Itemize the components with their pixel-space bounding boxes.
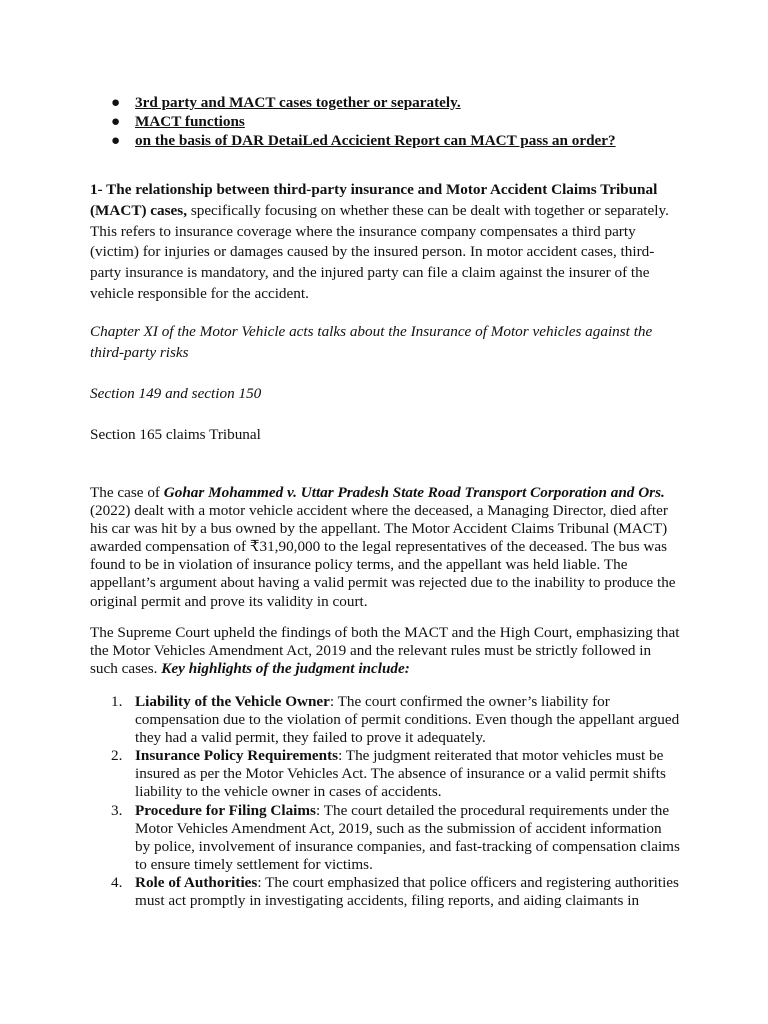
supreme-court-paragraph	[90, 624, 680, 678]
intro-heading: 1- The relationship between third-party insurance and Motor Accident Claims Tribunal (MACT) cases,	[90, 181, 658, 219]
highlight-text: : The court detailed the procedural requirements under the Motor Vehicles Amendment Act, 2019, such as the submission of accident information by police, involvement of insurance companies, and fast-tracking of compensation claims to ensure timely settlement for victims.	[135, 801, 680, 873]
highlight-title: Liability of the Vehicle Owner	[135, 693, 330, 710]
highlight-text: : The court emphasized that police officers and registering authorities must act promptly in investigating accidents, filing reports, and aiding claimants in	[135, 873, 679, 910]
intro-paragraph	[90, 180, 680, 305]
supreme-court-body: The Supreme Court upheld the findings of both the MACT and the High Court, emphasizing that the Motor Vehicles Amendment Act, 2019 and the relevant rules must be strictly followed in such cases.	[90, 624, 680, 678]
bullet-item	[90, 112, 690, 131]
case-name: Gohar Mohammed v. Uttar Pradesh State Road Transport Corporation and Ors.	[163, 484, 665, 501]
bullet-text: on the basis of DAR DetaiLed Accicient Report can MACT pass an order?	[135, 132, 616, 149]
highlight-number: 2.	[111, 747, 123, 765]
highlight-number: 4.	[111, 873, 123, 891]
bullet-item	[90, 93, 690, 112]
tribunal-note: Section 165 claims Tribunal	[90, 426, 261, 443]
highlight-title: Role of Authorities	[135, 873, 258, 891]
bullet-text: MACT functions	[135, 113, 245, 130]
bullet-item	[90, 131, 690, 150]
intro-body: specifically focusing on whether these can be dealt with together or separately. This refers to insurance coverage where the insurance company compensates a third party (victim) for injuries or damages caused by the insured person. In motor accident cases, third-party insurance is mandatory, and the injured party can file a claim against the insurer of the vehicle responsible for the accident.	[90, 201, 669, 302]
highlight-title: Insurance Policy Requirements	[135, 747, 339, 765]
highlight-item	[90, 693, 680, 747]
case-paragraph	[90, 484, 680, 611]
highlight-number: 3.	[111, 801, 123, 819]
highlight-item	[90, 747, 680, 801]
highlight-title: Procedure for Filing Claims	[135, 801, 316, 819]
case-body: (2022) dealt with a motor vehicle accident where the deceased, a Managing Director, died after his car was hit by a bus owned by the appellant. The Motor Accident Claims Tribunal (MACT) awarded compensation of ₹31,90,000 to the legal representatives of the deceased. The bus was found to be in violation of insurance policy terms, and the appellant was held liable. The appellant’s argument about having a valid permit was rejected due to the inability to produce the original permit and prove its validity in court.	[90, 502, 676, 610]
bullet-dot-icon: ●	[111, 94, 121, 111]
bullet-dot-icon: ●	[111, 132, 121, 149]
bullet-dot-icon: ●	[111, 113, 121, 130]
highlight-text: : The court confirmed the owner’s liability for compensation due to the violation of permit conditions. Even though the appellant argued they had a valid permit, they failed to prove it adequately.	[135, 693, 680, 747]
highlights-list	[90, 693, 680, 910]
case-prefix: The case of	[90, 484, 164, 501]
highlight-text: : The judgment reiterated that motor vehicles must be insured as per the Motor Vehicles Act. The absence of insurance or a valid permit shifts liability to the vehicle owner in cases of accidents.	[135, 747, 666, 801]
sections-note: Section 149 and section 150	[90, 385, 262, 402]
chapter-note: Chapter XI of the Motor Vehicle acts talks about the Insurance of Motor vehicles against the third-party risks	[90, 323, 653, 361]
highlight-item	[90, 802, 680, 874]
topic-bullet-list	[90, 93, 690, 150]
highlight-item	[90, 874, 680, 910]
key-highlights-heading: Key highlights of the judgment include:	[161, 660, 410, 678]
bullet-text: 3rd party and MACT cases together or separately.	[135, 94, 461, 111]
highlight-number: 1.	[111, 693, 123, 710]
